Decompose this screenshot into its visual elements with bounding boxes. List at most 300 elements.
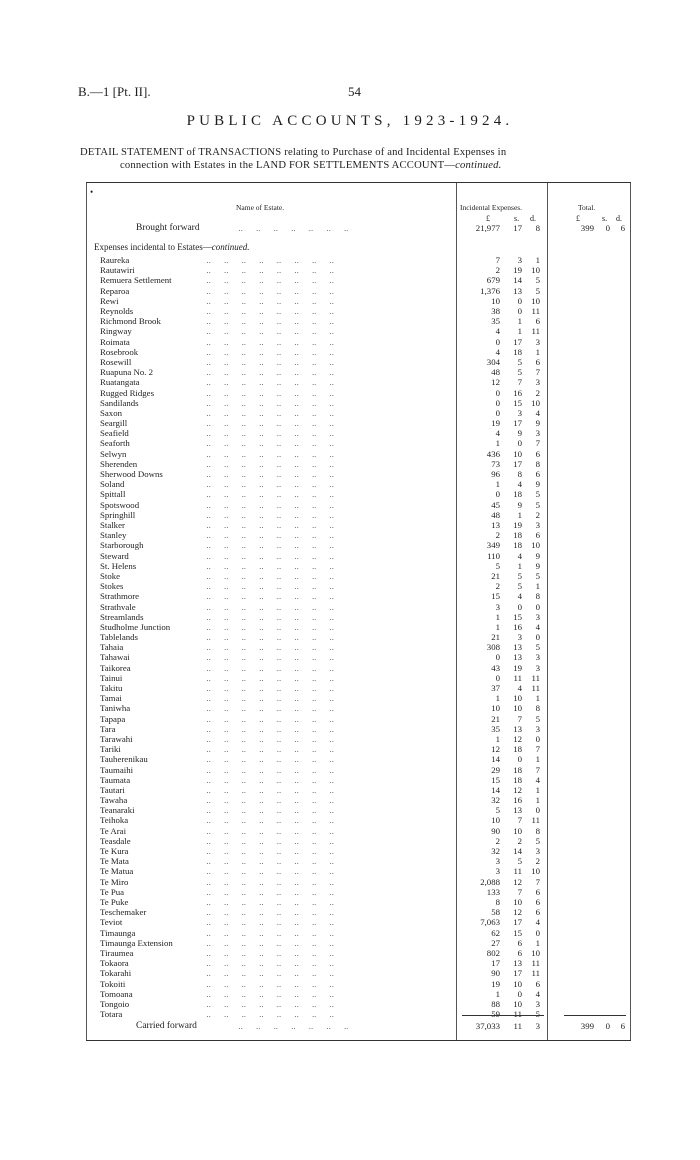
incidental-pounds: 0 (495, 652, 500, 663)
incidental-pence: 4 (535, 988, 540, 999)
brought-forward-total-pounds: 399 (580, 223, 594, 233)
incidental-shillings: 8 (517, 469, 522, 479)
estate-row (86, 326, 631, 336)
incidental-pence: 2 (535, 856, 540, 867)
incidental-pence: 3 (535, 428, 540, 439)
carried-forward-shillings: 11 (513, 1021, 522, 1031)
incidental-pounds: 1 (495, 438, 500, 449)
incidental-shillings: 19 (513, 519, 522, 530)
incidental-pence: 5 (535, 570, 540, 581)
incidental-shillings: 10 (513, 897, 522, 907)
estate-name: Teviot (100, 917, 123, 928)
estate-name: Tapapa (100, 713, 126, 724)
estate-name: Tokaora (100, 958, 129, 969)
leader-dots: .. .. .. .. .. .. .. .. (202, 469, 334, 479)
incidental-pence: 3 (535, 846, 540, 856)
leader-dots: .. .. .. .. .. .. .. .. (202, 693, 334, 704)
incidental-pence: 3 (535, 662, 540, 673)
leader-dots: .. .. .. .. .. .. .. .. (202, 662, 334, 673)
incidental-pence: 5 (535, 489, 540, 500)
incidental-shillings: 12 (513, 876, 522, 887)
estate-name: Roimata (100, 336, 130, 347)
leader-dots: .. .. .. .. .. .. .. .. (202, 570, 334, 581)
estate-name: Tomoana (100, 988, 133, 999)
incidental-pence: 10 (531, 397, 540, 408)
leader-dots: .. .. .. .. .. .. .. .. (202, 479, 334, 490)
incidental-pounds: 10 (491, 703, 500, 714)
incidental-pence: 6 (535, 886, 540, 897)
estate-name: Te Mata (100, 856, 129, 867)
incidental-shillings: 3 (517, 632, 522, 642)
incidental-pence: 8 (535, 703, 540, 714)
estate-row (86, 530, 631, 540)
incidental-pounds: 15 (491, 591, 500, 602)
leader-dots: .. .. .. .. .. .. .. .. (202, 499, 334, 510)
incidental-shillings: 18 (513, 346, 522, 357)
estate-name: Raureka (100, 255, 130, 265)
brought-forward-shillings: 17 (513, 223, 522, 233)
incidental-pence: 7 (535, 744, 540, 755)
incidental-pence: 6 (535, 978, 540, 989)
incidental-shillings: 15 (513, 397, 522, 408)
incidental-pence: 7 (535, 367, 540, 378)
leader-dots: .. .. .. .. .. .. .. .. (202, 683, 334, 693)
estate-row (86, 979, 631, 989)
incidental-pence: 11 (531, 326, 540, 337)
incidental-pence: 10 (531, 295, 540, 306)
carried-forward-total-pounds: 399 (580, 1021, 594, 1031)
incidental-pence: 3 (535, 519, 540, 530)
estate-row (86, 459, 631, 469)
estate-name: Soland (100, 479, 125, 490)
incidental-pounds: 27 (491, 937, 500, 948)
incidental-pounds: 7 (495, 255, 500, 265)
estate-name: Totara (100, 1009, 123, 1020)
incidental-pence: 5 (535, 285, 540, 296)
estate-row (86, 724, 631, 734)
incidental-pounds: 88 (491, 998, 500, 1009)
incidental-pence: 3 (535, 336, 540, 347)
incidental-shillings: 17 (513, 917, 522, 928)
estate-row (86, 744, 631, 754)
leader-dots: .. .. .. .. .. .. .. .. (202, 927, 334, 938)
incidental-shillings: 0 (517, 754, 522, 765)
leader-dots: .. .. .. .. .. .. .. .. (202, 377, 334, 388)
leader-dots: .. .. .. .. .. .. .. .. (202, 723, 334, 734)
estate-name: Seafield (100, 428, 129, 439)
incidental-pounds: 1,376 (480, 285, 500, 296)
incidental-shillings: 13 (513, 285, 522, 296)
incidental-pence: 1 (535, 255, 540, 265)
estate-name: Timaunga (100, 927, 136, 938)
leader-dots: .. .. .. .. .. .. .. .. (202, 937, 334, 948)
estate-name: Stoke (100, 570, 121, 581)
estate-row (86, 765, 631, 775)
incidental-shillings: 3 (517, 407, 522, 418)
incidental-pounds: 0 (495, 672, 500, 683)
estate-name: Te Arai (100, 825, 127, 836)
estate-name: Tahawai (100, 652, 130, 663)
leader-dots: .. .. .. .. .. .. .. .. (202, 897, 334, 907)
leader-dots: .. .. .. .. .. .. .. .. (202, 947, 334, 958)
incidental-pence: 10 (531, 540, 540, 551)
incidental-pounds: 19 (491, 978, 500, 989)
estate-row (86, 612, 631, 622)
incidental-pounds: 2 (495, 581, 500, 592)
incidental-pence: 11 (531, 968, 540, 979)
brought-forward-total-shillings: 0 (605, 223, 610, 233)
incidental-pence: 9 (535, 550, 540, 561)
incidental-pounds: 45 (491, 499, 500, 510)
incidental-pence: 6 (535, 907, 540, 918)
carried-forward-row (86, 1021, 631, 1031)
incidental-pence: 11 (531, 305, 540, 316)
estate-name: Spittall (100, 489, 126, 500)
incidental-shillings: 13 (513, 652, 522, 663)
leader-dots: .. .. .. .. .. .. .. .. (202, 530, 334, 541)
incidental-pence: 0 (535, 733, 540, 744)
estate-row (86, 795, 631, 805)
incidental-pounds: 0 (495, 489, 500, 500)
estate-name: Rugged Ridges (100, 387, 155, 398)
statement-line-1: DETAIL STATEMENT of TRANSACTIONS relating to Purchase of and Incidental Expenses in (80, 147, 507, 158)
incidental-pounds: 32 (491, 795, 500, 806)
incidental-pounds: 5 (495, 560, 500, 571)
leader-dots: .. .. .. .. .. .. .. .. (202, 581, 334, 592)
estate-name: Timaunga Extension (100, 937, 173, 948)
incidental-shillings: 7 (517, 815, 522, 826)
estate-name: Stokes (100, 581, 124, 592)
estate-row (86, 306, 631, 316)
estate-name: Teihoka (100, 815, 129, 826)
estate-name: Seargill (100, 418, 128, 428)
estate-name: Tauherenikau (100, 754, 148, 765)
incidental-pounds: 43 (491, 662, 500, 673)
incidental-pounds: 1 (495, 611, 500, 622)
estate-row (86, 652, 631, 662)
incidental-shillings: 7 (517, 886, 522, 897)
estate-row (86, 907, 631, 917)
leader-dots: .. .. .. .. .. .. .. .. (202, 713, 334, 724)
brought-forward-pence: 8 (535, 223, 540, 233)
estate-row (86, 968, 631, 978)
sum-rule-incidental (462, 1015, 544, 1016)
estate-row (86, 581, 631, 591)
incidental-pounds: 14 (491, 754, 500, 765)
incidental-shillings: 4 (517, 550, 522, 561)
incidental-pounds: 1 (495, 621, 500, 632)
leader-dots: .. .. .. .. .. .. .. .. (202, 968, 334, 979)
leader-dots: .. .. .. .. .. .. .. .. (202, 815, 334, 826)
estate-row (86, 551, 631, 561)
incidental-pounds: 1 (495, 733, 500, 744)
estates-table (86, 182, 631, 1041)
incidental-pounds: 48 (491, 367, 500, 378)
estate-row (86, 357, 631, 367)
estate-name: Tongoio (100, 998, 130, 1009)
estate-name: Seaforth (100, 438, 130, 449)
incidental-shillings: 9 (517, 428, 522, 439)
incidental-pounds: 0 (495, 387, 500, 398)
leader-dots: .. .. .. .. .. .. .. .. (202, 489, 334, 500)
estate-name: Studholme Junction (100, 621, 171, 632)
incidental-pounds: 1 (495, 693, 500, 704)
leader-dots: .. .. .. .. .. .. .. .. (202, 591, 334, 602)
incidental-pounds: 37 (491, 683, 500, 693)
incidental-pounds: 4 (495, 326, 500, 337)
estate-name: Sherwood Downs (100, 469, 163, 479)
incidental-shillings: 3 (517, 255, 522, 265)
incidental-pounds: 38 (491, 305, 500, 316)
incidental-shillings: 11 (513, 672, 522, 683)
incidental-shillings: 0 (517, 988, 522, 999)
estate-name: St. Helens (100, 560, 137, 571)
incidental-pence: 1 (535, 693, 540, 704)
incidental-shillings: 11 (513, 1009, 522, 1020)
estate-row (86, 948, 631, 958)
estate-row (86, 683, 631, 693)
section-heading-continued: continued. (211, 242, 250, 252)
estate-name: Tarawahi (100, 733, 133, 744)
leader-dots: .. .. .. .. .. .. .. .. (202, 795, 334, 806)
incidental-shillings: 13 (513, 805, 522, 816)
estate-row (86, 265, 631, 275)
leader-dots: .. .. .. .. .. .. .. .. (202, 856, 334, 867)
incidental-pounds: 73 (491, 458, 500, 469)
incidental-shillings: 18 (513, 540, 522, 551)
incidental-pence: 2 (535, 387, 540, 398)
leader-dots: .. .. .. .. .. .. .. .. (202, 825, 334, 836)
carried-forward-total-shillings: 0 (605, 1021, 610, 1031)
incidental-pence: 11 (531, 683, 540, 693)
incidental-pounds: 17 (491, 958, 500, 969)
estate-row (86, 561, 631, 571)
incidental-pence: 10 (531, 265, 540, 276)
unit-pence-total: d. (616, 214, 622, 223)
incidental-shillings: 12 (513, 733, 522, 744)
incidental-pence: 0 (535, 601, 540, 612)
estate-name: Strathvale (100, 601, 136, 612)
estate-row (86, 571, 631, 581)
estate-row (86, 510, 631, 520)
estate-row (86, 826, 631, 836)
incidental-shillings: 11 (513, 866, 522, 877)
estate-name: Ruatangata (100, 377, 140, 388)
incidental-pounds: 2,088 (480, 876, 500, 887)
leader-dots: .. .. .. .. .. .. .. .. (202, 764, 334, 775)
incidental-shillings: 19 (513, 265, 522, 276)
leader-dots: .. .. .. .. .. .. .. .. (202, 519, 334, 530)
estate-row (86, 928, 631, 938)
incidental-shillings: 18 (513, 774, 522, 785)
incidental-pounds: 4 (495, 428, 500, 439)
incidental-pounds: 0 (495, 336, 500, 347)
incidental-pence: 3 (535, 998, 540, 1009)
incidental-shillings: 10 (513, 825, 522, 836)
leader-dots: .. .. .. .. .. .. .. .. (202, 336, 334, 347)
incidental-shillings: 13 (513, 958, 522, 969)
incidental-pounds: 3 (495, 866, 500, 877)
estate-row (86, 673, 631, 683)
leader-dots: .. .. .. .. .. .. .. (234, 223, 349, 233)
carried-forward-label: Carried forward (136, 1021, 197, 1031)
incidental-pence: 5 (535, 642, 540, 653)
incidental-shillings: 0 (517, 305, 522, 316)
estate-name: Taniwha (100, 703, 131, 714)
brought-forward-label: Brought forward (136, 223, 200, 233)
incidental-pence: 6 (535, 897, 540, 907)
estate-row (86, 275, 631, 285)
incidental-pence: 1 (535, 754, 540, 765)
estate-row (86, 663, 631, 673)
estate-row (86, 866, 631, 876)
incidental-shillings: 4 (517, 591, 522, 602)
incidental-shillings: 5 (517, 356, 522, 367)
statement-line-2-text: connection with Estates in the LAND FOR SETTLEMENTS ACCOUNT— (120, 160, 456, 171)
incidental-pence: 2 (535, 509, 540, 520)
incidental-pence: 0 (535, 632, 540, 642)
incidental-pounds: 2 (495, 530, 500, 541)
incidental-pence: 8 (535, 458, 540, 469)
incidental-shillings: 10 (513, 703, 522, 714)
unit-shillings-total: s. (602, 214, 608, 223)
incidental-pounds: 8 (495, 897, 500, 907)
incidental-shillings: 12 (513, 907, 522, 918)
estate-name: Strathmore (100, 591, 140, 602)
leader-dots: .. .. .. .. .. .. .. .. (202, 438, 334, 449)
estate-row (86, 469, 631, 479)
incidental-shillings: 13 (513, 723, 522, 734)
incidental-pence: 1 (535, 784, 540, 795)
incidental-shillings: 18 (513, 764, 522, 775)
estate-row (86, 438, 631, 448)
incidental-pence: 7 (535, 438, 540, 449)
incidental-shillings: 15 (513, 611, 522, 622)
estate-row (86, 815, 631, 825)
estate-name: Ringway (100, 326, 132, 337)
estate-name: Takitu (100, 683, 123, 693)
incidental-pounds: 32 (491, 846, 500, 856)
estate-name: Remuera Settlement (100, 275, 172, 286)
page-title: PUBLIC ACCOUNTS, 1923-1924. (186, 113, 514, 129)
leader-dots: .. .. .. .. .. .. .. .. (202, 621, 334, 632)
incidental-pence: 4 (535, 621, 540, 632)
incidental-pounds: 58 (491, 907, 500, 918)
leader-dots: .. .. .. .. .. .. .. .. (202, 978, 334, 989)
estate-row (86, 377, 631, 387)
statement-line-2 (80, 159, 630, 172)
estate-row (86, 428, 631, 438)
leader-dots: .. .. .. .. .. .. .. .. (202, 672, 334, 683)
unit-pence: d. (530, 214, 536, 223)
leader-dots: .. .. .. .. .. .. .. .. (202, 784, 334, 795)
incidental-pence: 10 (531, 866, 540, 877)
incidental-pounds: 5 (495, 805, 500, 816)
leader-dots: .. .. .. .. .. .. .. .. (202, 540, 334, 551)
incidental-pence: 5 (535, 835, 540, 846)
estate-row (86, 703, 631, 713)
incidental-pounds: 3 (495, 856, 500, 867)
leader-dots: .. .. .. .. .. .. .. .. (202, 846, 334, 856)
leader-dots: .. .. .. .. .. .. .. .. (202, 255, 334, 265)
estate-row (86, 316, 631, 326)
leader-dots: .. .. .. .. .. .. .. .. (202, 458, 334, 469)
incidental-shillings: 19 (513, 662, 522, 673)
incidental-pounds: 59 (491, 1009, 500, 1020)
leader-dots: .. .. .. .. .. .. .. .. (202, 509, 334, 520)
estate-row (86, 418, 631, 428)
incidental-shillings: 6 (517, 937, 522, 948)
incidental-pence: 9 (535, 560, 540, 571)
statement-heading (80, 146, 630, 172)
leader-dots: .. .. .. .. .. .. .. .. (202, 428, 334, 439)
incidental-pence: 5 (535, 499, 540, 510)
leader-dots: .. .. .. .. .. .. .. .. (202, 407, 334, 418)
incidental-pounds: 308 (486, 642, 500, 653)
estate-name: Tawaha (100, 795, 128, 806)
incidental-shillings: 10 (513, 448, 522, 459)
estate-row (86, 877, 631, 887)
estate-row (86, 388, 631, 398)
estate-row (86, 734, 631, 744)
leader-dots: .. .. .. .. .. .. .. .. (202, 285, 334, 296)
brought-forward-pounds: 21,977 (475, 223, 500, 233)
incidental-shillings: 0 (517, 295, 522, 306)
estate-row (86, 520, 631, 530)
leader-dots: .. .. .. .. .. .. .. .. (202, 265, 334, 276)
estate-row (86, 856, 631, 866)
incidental-pence: 3 (535, 377, 540, 388)
estate-name: Tokoiti (100, 978, 126, 989)
incidental-shillings: 1 (517, 509, 522, 520)
estate-name: Teschemaker (100, 907, 147, 918)
leader-dots: .. .. .. .. .. .. .. .. (202, 1009, 334, 1020)
sum-rule-total (564, 1015, 626, 1016)
incidental-shillings: 16 (513, 387, 522, 398)
incidental-pence: 7 (535, 764, 540, 775)
estate-name: Te Matua (100, 866, 134, 877)
estate-name: Rautawiri (100, 265, 135, 276)
estate-name: Teanaraki (100, 805, 135, 816)
estate-name: Teasdale (100, 835, 131, 846)
estate-name: Saxon (100, 407, 122, 418)
incidental-pounds: 4 (495, 346, 500, 357)
estate-name: Steward (100, 550, 129, 561)
estate-row (86, 999, 631, 1009)
incidental-pence: 1 (535, 346, 540, 357)
incidental-pence: 4 (535, 917, 540, 928)
incidental-pence: 6 (535, 448, 540, 459)
incidental-pence: 0 (535, 805, 540, 816)
estate-row (86, 693, 631, 703)
incidental-shillings: 5 (517, 570, 522, 581)
estate-name: Ruapuna No. 2 (100, 367, 154, 378)
leader-dots: .. .. .. .. .. .. .. .. (202, 733, 334, 744)
leader-dots: .. .. .. .. .. .. .. .. (202, 295, 334, 306)
incidental-pounds: 2 (495, 265, 500, 276)
incidental-pounds: 35 (491, 316, 500, 327)
incidental-pence: 6 (535, 530, 540, 541)
leader-dots: .. .. .. .. .. .. .. .. (202, 917, 334, 928)
estate-row (86, 398, 631, 408)
incidental-pence: 4 (535, 774, 540, 785)
estate-name: Tamai (100, 693, 122, 704)
leader-dots: .. .. .. .. .. .. .. .. (202, 397, 334, 408)
estate-name: Selwyn (100, 448, 127, 459)
incidental-shillings: 7 (517, 713, 522, 724)
incidental-shillings: 4 (517, 479, 522, 490)
brought-forward-total-pence: 6 (620, 223, 625, 233)
